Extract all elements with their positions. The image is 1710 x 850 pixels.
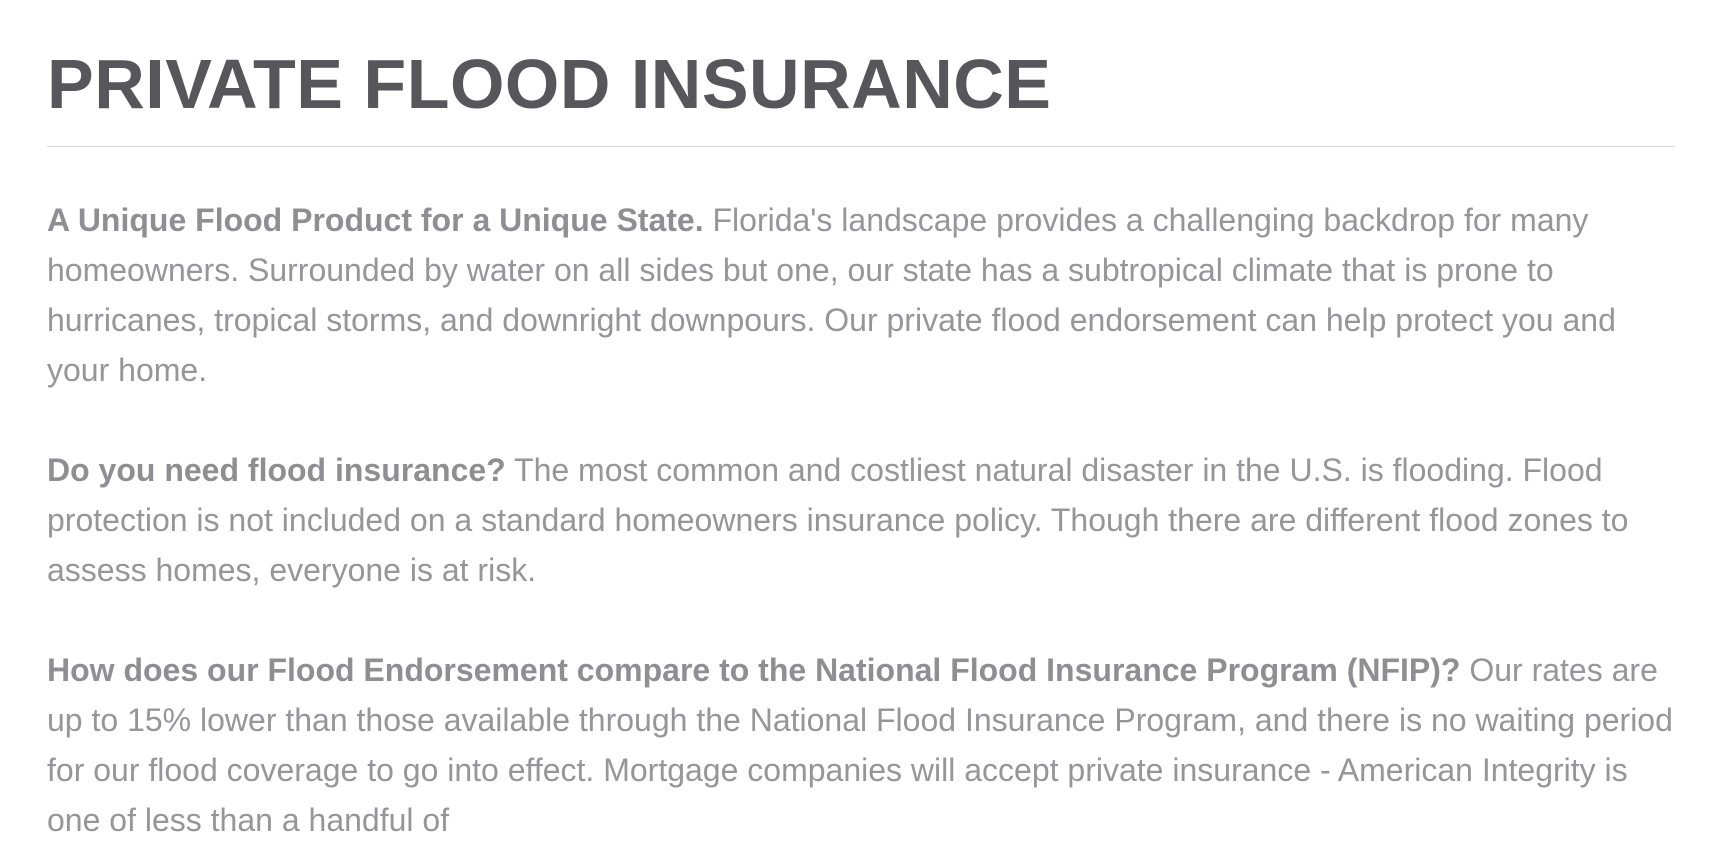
section-nfip-comparison (47, 645, 1682, 845)
section-heading: How does our Flood Endorsement compare to the National Flood Insurance Program (NFIP)? (47, 652, 1461, 688)
section-text: Florida's landscape provides a challenging backdrop for many homeowners. Surrounded by water on all sides but one, our state has a subtropical climate that is prone to hurricanes, tropical storms, and downright downpours. Our private flood endorsement can help protect you and your home. (47, 202, 1616, 388)
section-unique-flood-product (47, 195, 1682, 395)
section-heading: A Unique Flood Product for a Unique State. (47, 202, 704, 238)
section-text: Our rates are up to 15% lower than those available through the National Flood Insurance Program, and there is no waiting period for our flood coverage to go into effect. Mortgage companies will accept private insurance - American Integrity is one of less than a handful of (47, 652, 1673, 838)
title-divider (47, 146, 1675, 147)
section-text: The most common and costliest natural disaster in the U.S. is flooding. Flood protection is not included on a standard homeowners insurance policy. Though there are different flood zones to assess homes, everyone is at risk. (47, 452, 1629, 588)
article-body (47, 195, 1682, 845)
section-need-flood-insurance (47, 445, 1682, 595)
section-heading: Do you need flood insurance? (47, 452, 506, 488)
page-title: PRIVATE FLOOD INSURANCE (47, 45, 1052, 123)
